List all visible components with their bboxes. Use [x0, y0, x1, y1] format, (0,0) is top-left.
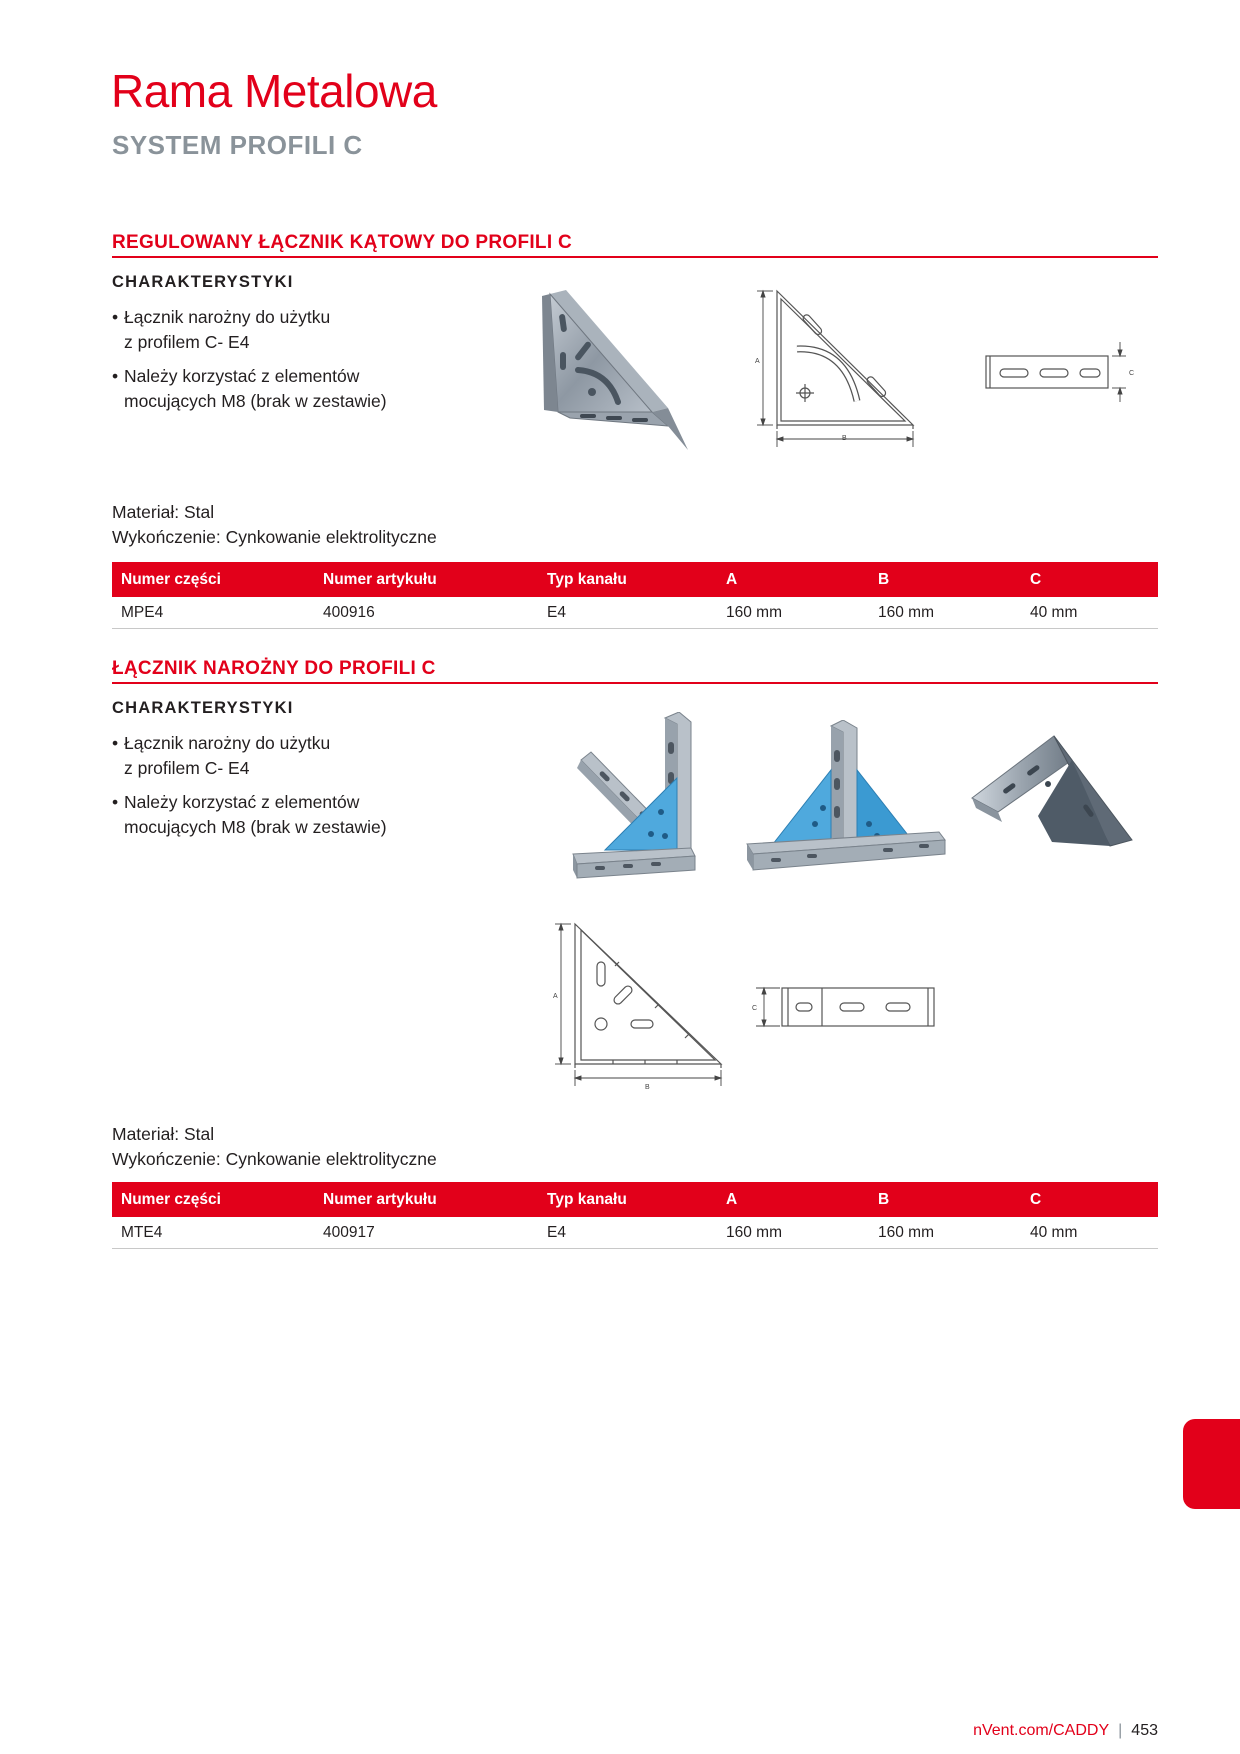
- dimension-label-a: A: [553, 993, 558, 1000]
- table-header-row: [112, 1182, 1158, 1217]
- table-cell: MPE4: [112, 597, 314, 629]
- spec-table: [112, 562, 1158, 629]
- section-divider: [112, 256, 1158, 258]
- column-header: C: [1021, 562, 1158, 597]
- dimension-label-b: B: [645, 1084, 650, 1090]
- table-cell: 400916: [314, 597, 538, 629]
- column-header: Numer części: [112, 562, 314, 597]
- technical-drawing-profile-side: [750, 982, 940, 1032]
- spec-table: [112, 1182, 1158, 1249]
- footer-separator: |: [1118, 1722, 1123, 1739]
- section-title: REGULOWANY ŁĄCZNIK KĄTOWY DO PROFILI C: [112, 232, 573, 253]
- footer-site-link[interactable]: nVent.com/CADDY: [973, 1722, 1110, 1739]
- column-header: A: [717, 562, 869, 597]
- product-photo-t-assembly: [743, 720, 948, 880]
- product-photo-corner-assembly: [565, 712, 700, 880]
- finish-text: Wykończenie: Cynkowanie elektrolityczne: [112, 1149, 437, 1169]
- material-text: Materiał: Stal: [112, 502, 215, 522]
- page-title: Rama Metalowa: [111, 65, 437, 117]
- characteristics-heading: CHARAKTERYSTYKI: [112, 273, 294, 291]
- material-info: [112, 1122, 437, 1172]
- technical-drawing-profile-side: [980, 338, 1140, 408]
- table-cell: 40 mm: [1021, 597, 1158, 629]
- table-cell: 160 mm: [717, 597, 869, 629]
- table-cell: MTE4: [112, 1217, 314, 1249]
- table-cell: 160 mm: [869, 1217, 1021, 1249]
- characteristics-list: [112, 305, 452, 423]
- table-cell: 160 mm: [717, 1217, 869, 1249]
- table-cell: E4: [538, 597, 717, 629]
- column-header: Numer artykułu: [314, 1182, 538, 1217]
- list-item: • Należy korzystać z elementów mocujących M8 (brak w zestawie): [112, 790, 452, 840]
- page-footer: [973, 1722, 1158, 1740]
- column-header: A: [717, 1182, 869, 1217]
- column-header: Numer części: [112, 1182, 314, 1217]
- column-header: C: [1021, 1182, 1158, 1217]
- dimension-label-c: C: [752, 1005, 758, 1012]
- list-item: • Łącznik narożny do użytku z profilem C- E4: [112, 731, 452, 781]
- column-header: B: [869, 562, 1021, 597]
- technical-drawing-corner-bracket: [545, 918, 730, 1090]
- table-row: [112, 1217, 1158, 1249]
- table-cell: 400917: [314, 1217, 538, 1249]
- material-text: Materiał: Stal: [112, 1124, 215, 1144]
- list-item: • Łącznik narożny do użytku z profilem C- E4: [112, 305, 452, 355]
- column-header: Numer artykułu: [314, 562, 538, 597]
- table-row: [112, 597, 1158, 629]
- page-number: 453: [1131, 1722, 1158, 1739]
- table-cell: 160 mm: [869, 597, 1021, 629]
- table-cell: 40 mm: [1021, 1217, 1158, 1249]
- column-header: B: [869, 1182, 1021, 1217]
- section-divider: [112, 682, 1158, 684]
- dimension-label-c: C: [1129, 370, 1135, 377]
- section-title: ŁĄCZNIK NAROŻNY DO PROFILI C: [112, 658, 436, 679]
- page-subtitle: SYSTEM PROFILI C: [112, 130, 363, 160]
- column-header: Typ kanału: [538, 562, 717, 597]
- dimension-label-b: B: [842, 435, 847, 442]
- material-info: [112, 500, 437, 550]
- product-photo-angle-bracket: [540, 290, 690, 455]
- technical-drawing-angle-bracket: [745, 283, 925, 453]
- chapter-tab: [1183, 1419, 1240, 1509]
- table-header-row: [112, 562, 1158, 597]
- column-header: Typ kanału: [538, 1182, 717, 1217]
- product-photo-corner-bracket: [968, 730, 1138, 855]
- dimension-label-a: A: [755, 358, 760, 365]
- list-item: • Należy korzystać z elementów mocujących M8 (brak w zestawie): [112, 364, 452, 414]
- characteristics-heading: CHARAKTERYSTYKI: [112, 699, 294, 717]
- table-cell: E4: [538, 1217, 717, 1249]
- finish-text: Wykończenie: Cynkowanie elektrolityczne: [112, 527, 437, 547]
- characteristics-list: [112, 731, 452, 849]
